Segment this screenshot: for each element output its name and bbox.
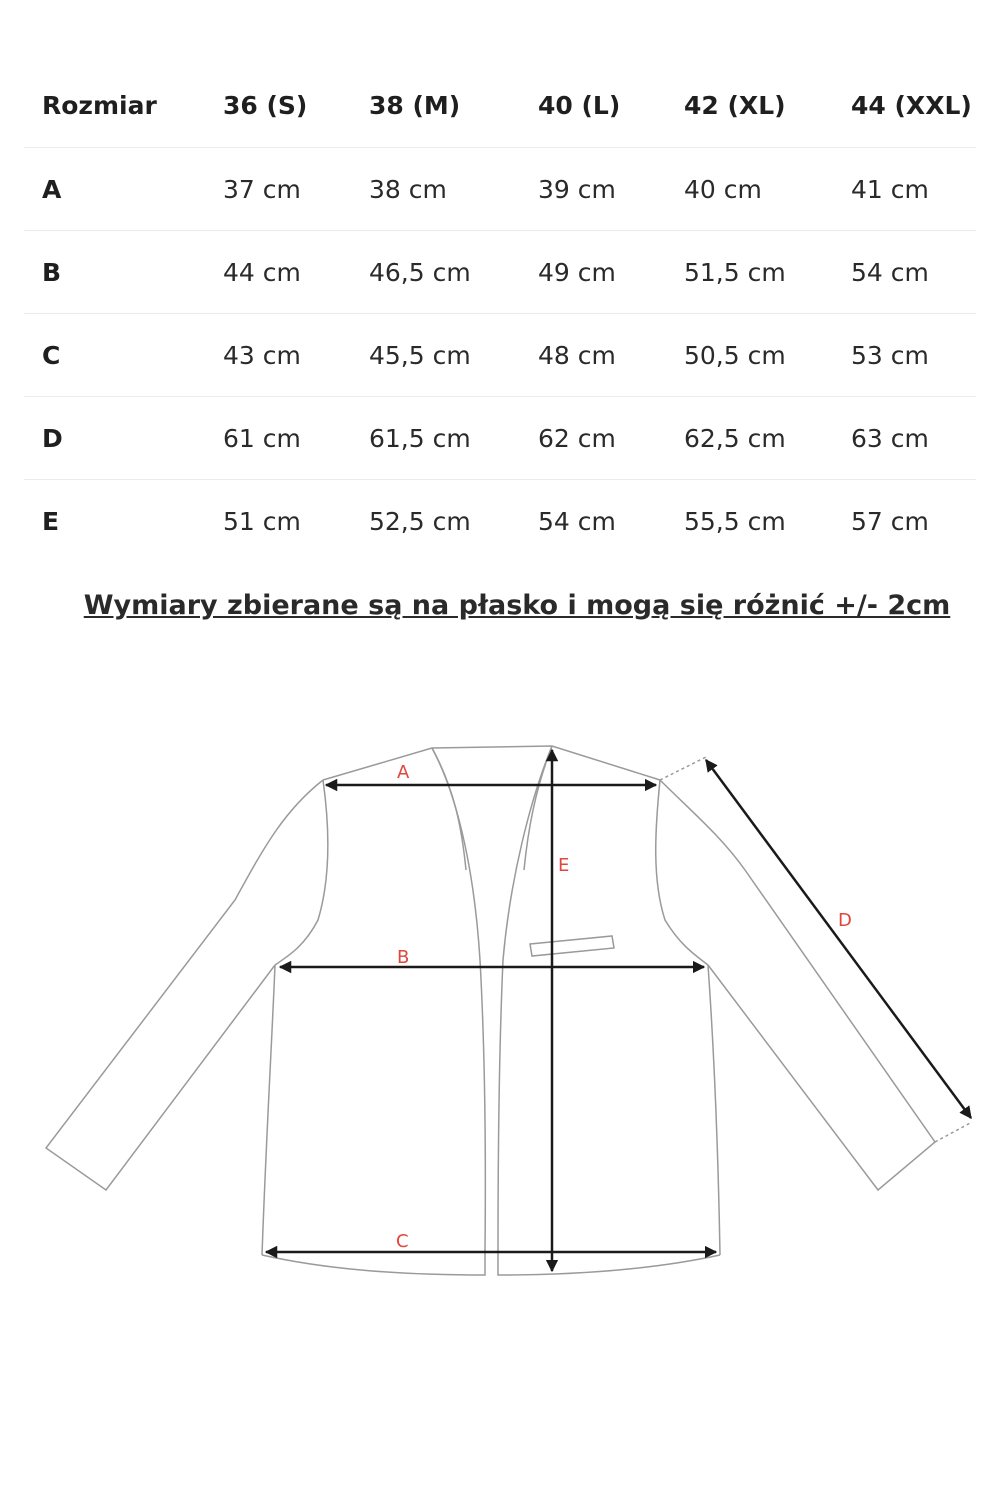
left-sleeve (46, 780, 323, 1190)
row-label: D (24, 397, 205, 480)
label-d: D (838, 910, 852, 931)
table-cell: 44 cm (205, 231, 351, 314)
table-cell: 54 cm (833, 231, 976, 314)
table-cell: 63 cm (833, 397, 976, 480)
table-cell: 46,5 cm (351, 231, 520, 314)
table-header-row (24, 64, 976, 148)
d-guide-bottom (935, 1122, 972, 1142)
table-row-a (24, 148, 976, 231)
header-36-s: 36 (S) (205, 64, 351, 148)
row-label: E (42, 506, 60, 536)
d-guide-top (660, 757, 706, 780)
table-cell: 52,5 cm (369, 506, 471, 536)
right-lapel (498, 746, 552, 1250)
table-cell: 61 cm (205, 397, 351, 480)
label-a: A (397, 762, 410, 783)
label-e: E (558, 855, 570, 876)
table-cell: 43 cm (205, 314, 351, 397)
header-size: Rozmiar (24, 64, 205, 148)
table-row-e (24, 480, 976, 563)
table-cell: 62 cm (520, 397, 666, 480)
left-shoulder (323, 746, 660, 780)
right-lapel-inner (524, 746, 552, 870)
hem-right (498, 1250, 720, 1275)
table-cell: 40 cm (666, 148, 833, 231)
table-cell: 37 cm (205, 148, 351, 231)
label-c: C (396, 1231, 409, 1252)
table-row-b (24, 231, 976, 314)
header-40-l: 40 (L) (520, 64, 666, 148)
measurement-labels (396, 762, 852, 1252)
table-cell: 49 cm (520, 231, 666, 314)
table-cell: 50,5 cm (666, 314, 833, 397)
table-cell: 51 cm (223, 506, 301, 536)
header-42-xl: 42 (XL) (666, 64, 833, 148)
row-label: C (24, 314, 205, 397)
table-cell: 41 cm (833, 148, 976, 231)
table-cell: 55,5 cm (684, 506, 786, 536)
table-cell: 45,5 cm (351, 314, 520, 397)
size-table (24, 64, 976, 562)
table-cell: 62,5 cm (666, 397, 833, 480)
hem-left (262, 1250, 485, 1275)
table-cell: 57 cm (851, 506, 929, 536)
header-44-xxl: 44 (XXL) (833, 64, 976, 148)
left-lapel-inner (432, 748, 466, 870)
chest-pocket (530, 936, 614, 956)
left-lapel (432, 748, 485, 1250)
left-armhole (275, 780, 328, 965)
row-label: B (24, 231, 205, 314)
measurement-note: Wymiary zbierane są na płasko i mogą się różnić +/- 2cm (83, 590, 951, 621)
table-cell: 51,5 cm (666, 231, 833, 314)
measurement-arrows (266, 750, 971, 1271)
table-row-c (24, 314, 976, 397)
header-38-m: 38 (M) (351, 64, 520, 148)
table-cell: 54 cm (538, 506, 616, 536)
table-cell: 38 cm (351, 148, 520, 231)
right-armhole (656, 780, 708, 965)
arrow-d (706, 760, 971, 1118)
table-row-d (24, 397, 976, 480)
left-side (262, 965, 275, 1255)
table-cell: 39 cm (520, 148, 666, 231)
jacket-outline (46, 746, 972, 1275)
table-cell: 48 cm (520, 314, 666, 397)
table-cell: 61,5 cm (351, 397, 520, 480)
right-side (708, 965, 720, 1255)
table-cell: 53 cm (833, 314, 976, 397)
right-sleeve (660, 780, 935, 1190)
row-label: A (24, 148, 205, 231)
label-b: B (397, 947, 410, 968)
